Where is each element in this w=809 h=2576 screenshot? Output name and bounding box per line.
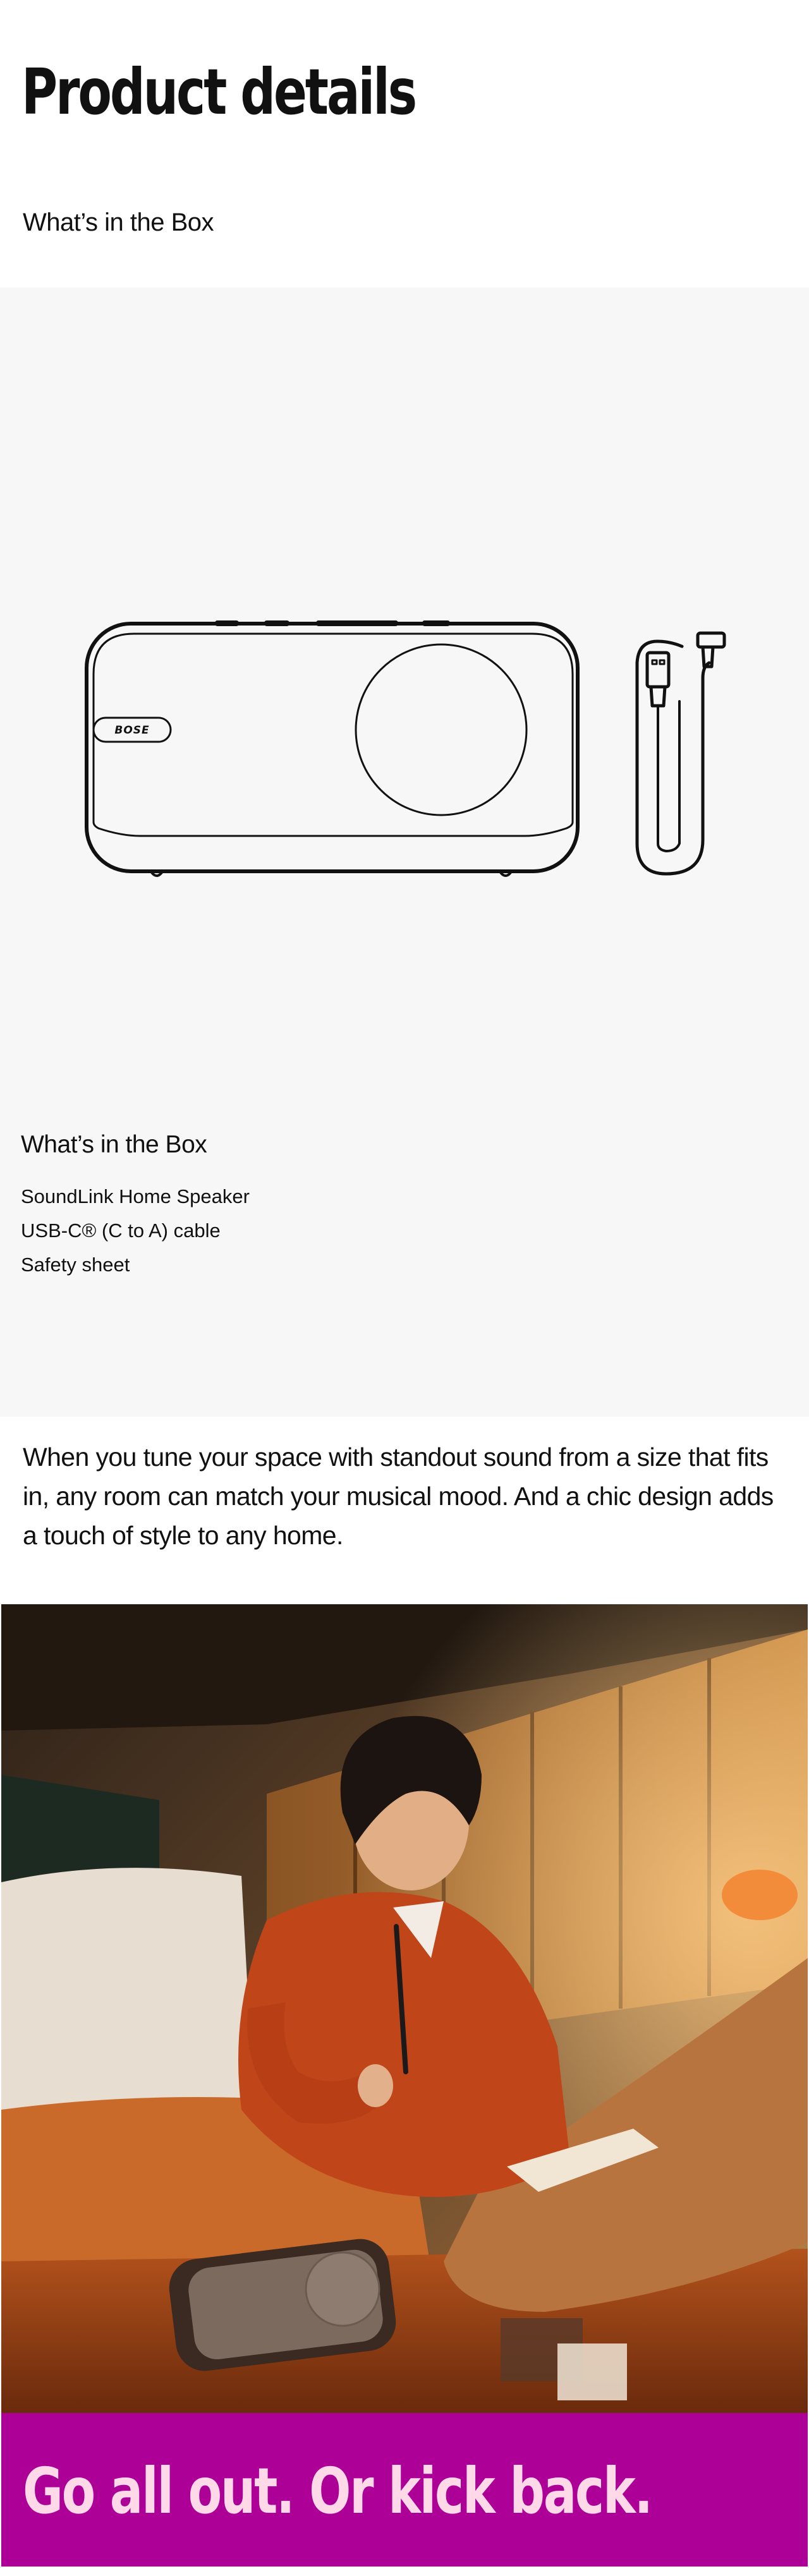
- whats-in-the-box-panel: [0, 287, 809, 1417]
- speaker-line-drawing: [87, 620, 578, 876]
- promo-banner: [1, 2413, 808, 2567]
- cable-inner-line: [658, 701, 679, 851]
- usb-a-strain-relief: [651, 687, 665, 706]
- list-item: SoundLink Home Speaker: [21, 1185, 250, 1207]
- speaker-body: [87, 624, 578, 871]
- usb-a-plug: [647, 653, 669, 687]
- lifestyle-image: [1, 1604, 808, 2413]
- speaker-grille: [94, 634, 573, 836]
- lifestyle-photo-illustration: [1, 1604, 808, 2413]
- product-description: When you tune your space with standout sound from a size that fits in, any room can match your musical mood. And a chic design adds a touch of style to any home.: [23, 1442, 774, 1550]
- usb-c-plug: [698, 633, 724, 647]
- page-title: Product details: [21, 55, 416, 129]
- list-item: USB-C® (C to A) cable: [21, 1219, 221, 1242]
- person-hand: [358, 2064, 393, 2107]
- promo-headline: Go all out. Or kick back.: [23, 2454, 652, 2528]
- usb-cable-line-drawing: [637, 633, 724, 874]
- lamp: [722, 1870, 798, 1920]
- usb-a-contact: [652, 660, 657, 664]
- box-contents-heading: What’s in the Box: [21, 1131, 207, 1158]
- speaker-logo: BOSE: [114, 724, 150, 737]
- section-subtitle: What’s in the Box: [23, 209, 214, 236]
- speaker-driver: [356, 644, 526, 815]
- box-contents-list: [21, 1180, 250, 1282]
- usb-a-contact: [660, 660, 664, 664]
- pillow: [1, 1868, 254, 2122]
- decor-block: [557, 2343, 627, 2400]
- list-item: Safety sheet: [21, 1254, 130, 1276]
